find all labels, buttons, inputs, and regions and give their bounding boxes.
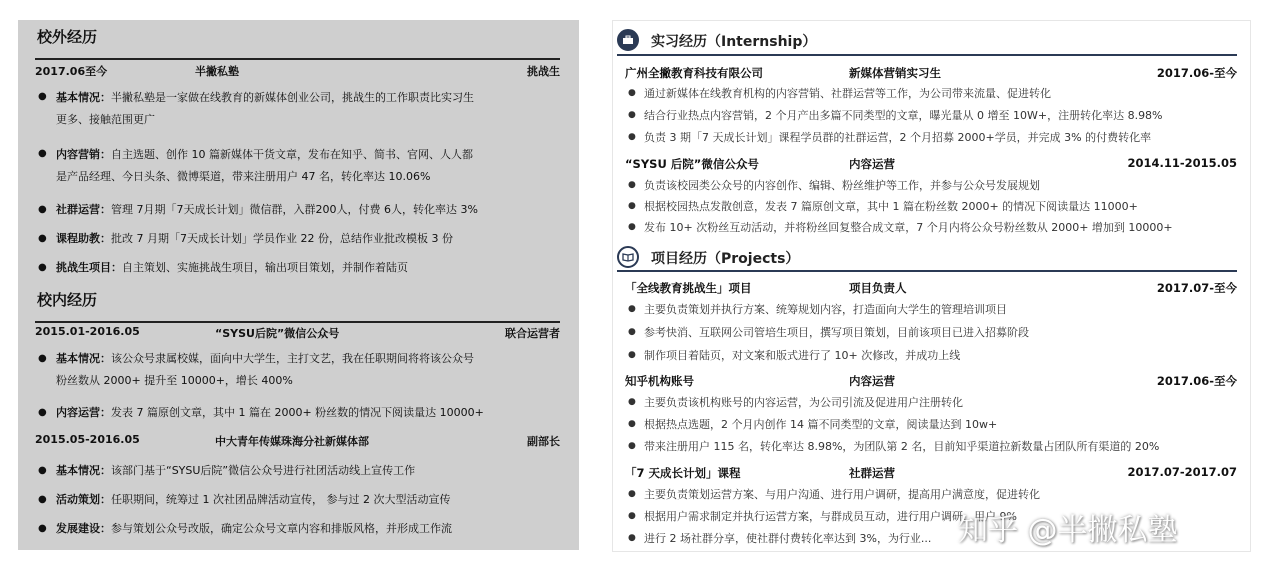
job-header xyxy=(35,325,560,343)
watermark: 知乎 @半撇私塾 xyxy=(958,513,1178,548)
list-item: 负责 3 期「7 天成长计划」课程学员群的社群运营，2 个月招募 2000+学员，并完成 3% 的付费转化率 xyxy=(644,131,1152,144)
bullet: ● xyxy=(628,304,636,314)
section-divider xyxy=(617,54,1237,56)
list-item xyxy=(56,460,548,482)
bullet: ● xyxy=(38,353,47,364)
job-org: “SYSU 后院”微信公众号 xyxy=(625,157,759,171)
item-text: 任职期间，统筹过 1 次社团品牌活动宣传， 参与过 2 次大型活动宣传 xyxy=(111,493,451,506)
item-text: 是产品经理、今日头条、微博渠道，带来注册用户 47 名，转化率达 10.06% xyxy=(56,170,431,183)
internal-experience-title: 校内经历 xyxy=(37,291,98,309)
item-label: 内容运营： xyxy=(56,406,111,419)
bullet: ● xyxy=(628,489,636,499)
list-item: 根据用户需求制定并执行运营方案，与群成员互动，进行用户调研，用户 9% xyxy=(644,510,1017,523)
item-label: 基本情况： xyxy=(56,91,111,104)
projects-title: 项目经历（Projects） xyxy=(651,251,800,267)
list-item: 主要负责策划并执行方案、统筹规划内容，打造面向大学生的管理培训项目 xyxy=(644,303,1007,316)
section-divider xyxy=(617,270,1237,272)
bullet: ● xyxy=(628,511,636,521)
item-text: 发表 7 篇原创文章，其中 1 篇在 2000+ 粉丝数的情况下阅读量达 10000+ xyxy=(111,406,484,419)
bullet: ● xyxy=(628,419,636,429)
list-item xyxy=(56,144,548,188)
bullet: ● xyxy=(628,180,636,190)
external-experience-title: 校外经历 xyxy=(37,28,98,46)
list-item: 参考快消、互联网公司管培生项目，撰写项目策划，目前该项目已进入招募阶段 xyxy=(644,326,1029,339)
bullet: ● xyxy=(628,88,636,98)
list-item xyxy=(56,348,548,392)
job-role: 内容运营 xyxy=(849,157,895,171)
job-header xyxy=(625,156,1237,172)
list-item: 负责该校园类公众号的内容创作、编辑、粉丝维护等工作，并参与公众号发展规划 xyxy=(644,179,1040,192)
bullet: ● xyxy=(38,262,47,273)
job-header xyxy=(35,63,560,81)
item-text: 更多、接触范围更广 xyxy=(56,113,155,126)
list-item xyxy=(56,518,548,540)
job-role: 挑战生 xyxy=(527,65,560,78)
project-name: 「7 天成长计划」课程 xyxy=(625,466,741,480)
project-date: 2017.06-至今 xyxy=(1156,374,1237,388)
list-item: 主要负责策划运营方案、与用户沟通、进行用户调研，提高用户满意度，促进转化 xyxy=(644,488,1040,501)
bullet: ● xyxy=(628,110,636,120)
item-label: 基本情况： xyxy=(56,464,111,477)
job-org: 广州全撇教育科技有限公司 xyxy=(625,66,763,80)
list-item xyxy=(56,402,548,424)
item-label: 课程助教： xyxy=(56,232,111,245)
job-role: 新媒体营销实习生 xyxy=(849,66,941,80)
list-item: 带来注册用户 115 名，转化率达 8.98%，为团队第 2 名，目前知乎渠道拉新数量占团队所有渠道的 20% xyxy=(644,440,1160,453)
job-date: 2014.11-2015.05 xyxy=(1127,156,1237,170)
item-label: 社群运营： xyxy=(56,203,111,216)
list-item: 进行 2 场社群分享，使社群付费转化率达到 3%，为行业... xyxy=(644,532,932,545)
job-header xyxy=(625,65,1237,81)
job-date: 2017.06-至今 xyxy=(1156,66,1237,80)
internship-title: 实习经历（Internship） xyxy=(651,34,817,50)
bullet: ● xyxy=(628,132,636,142)
bullet: ● xyxy=(628,201,636,211)
job-org: “SYSU后院”微信公众号 xyxy=(215,327,340,340)
project-role: 内容运营 xyxy=(849,374,895,388)
bullet: ● xyxy=(38,148,47,159)
job-date: 2015.01-2016.05 xyxy=(35,325,140,338)
bullet: ● xyxy=(628,327,636,337)
item-label: 发展建设： xyxy=(56,522,111,535)
project-date: 2017.07-2017.07 xyxy=(1127,465,1237,479)
item-text: 粉丝数从 2000+ 提升至 10000+，增长 400% xyxy=(56,374,293,387)
right-resume-panel xyxy=(612,20,1251,552)
bullet: ● xyxy=(38,494,47,505)
item-label: 挑战生项目： xyxy=(56,261,122,274)
project-role: 项目负责人 xyxy=(849,281,907,295)
section-divider xyxy=(35,58,560,60)
item-text: 自主策划、实施挑战生项目，输出项目策划，并制作着陆页 xyxy=(122,261,408,274)
bullet: ● xyxy=(628,533,636,543)
list-item: 主要负责该机构账号的内容运营，为公司引流及促进用户注册转化 xyxy=(644,396,963,409)
project-header xyxy=(625,465,1237,481)
project-date: 2017.07-至今 xyxy=(1156,281,1237,295)
list-item: 根据校园热点发散创意，发表 7 篇原创文章，其中 1 篇在粉丝数 2000+ 的情况下阅读量达 11000+ xyxy=(644,200,1138,213)
item-text: 参与策划公众号改版，确定公众号文章内容和排版风格，并形成工作流 xyxy=(111,522,452,535)
job-header xyxy=(35,433,560,451)
project-name: 「全线教育挑战生」项目 xyxy=(625,281,752,295)
item-text: 自主选题、创作 10 篇新媒体干货文章，发布在知乎、简书、官网、人人都 xyxy=(111,148,473,161)
item-text: 批改 7 月期「7天成长计划」学员作业 22 份，总结作业批改模板 3 份 xyxy=(111,232,453,245)
list-item xyxy=(56,87,548,131)
bullet: ● xyxy=(38,523,47,534)
bullet: ● xyxy=(628,397,636,407)
project-role: 社群运营 xyxy=(849,466,895,480)
list-item xyxy=(56,257,548,279)
bullet: ● xyxy=(38,204,47,215)
bullet: ● xyxy=(628,441,636,451)
list-item: 制作项目着陆页，对文案和版式进行了 10+ 次修改，并成功上线 xyxy=(644,349,961,362)
item-label: 活动策划： xyxy=(56,493,111,506)
bullet: ● xyxy=(38,407,47,418)
job-date: 2015.05-2016.05 xyxy=(35,433,140,446)
item-text: 半撇私塾是一家做在线教育的新媒体创业公司，挑战生的工作职责比实习生 xyxy=(111,91,474,104)
job-date: 2017.06至今 xyxy=(35,65,108,78)
list-item: 通过新媒体在线教育机构的内容营销、社群运营等工作，为公司带来流量、促进转化 xyxy=(644,87,1051,100)
item-text: 管理 7月期「7天成长计划」微信群，入群200人，付费 6人，转化率达 3% xyxy=(111,203,478,216)
list-item: 根据热点选题，2 个月内创作 14 篇不同类型的文章，阅读量达到 10w+ xyxy=(644,418,998,431)
bullet: ● xyxy=(628,350,636,360)
list-item xyxy=(56,199,548,221)
bullet: ● xyxy=(628,222,636,232)
left-resume-panel xyxy=(18,20,579,550)
item-label: 基本情况： xyxy=(56,352,111,365)
list-item: 发布 10+ 次粉丝互动活动，并将粉丝回复整合成文章，7 个月内将公众号粉丝数从 2000+ 增加到 10000+ xyxy=(644,221,1173,234)
project-header xyxy=(625,280,1237,296)
book-icon xyxy=(617,246,639,268)
project-header xyxy=(625,373,1237,389)
bullet: ● xyxy=(38,91,47,102)
item-label: 内容营销： xyxy=(56,148,111,161)
item-text: 该部门基于“SYSU后院”微信公众号进行社团活动线上宣传工作 xyxy=(111,464,416,477)
bullet: ● xyxy=(38,465,47,476)
item-text: 该公众号隶属校媒，面向中大学生，主打文艺，我在任职期间将将该公众号 xyxy=(111,352,474,365)
job-org: 半撇私塾 xyxy=(195,65,239,78)
section-divider xyxy=(35,321,560,323)
job-org: 中大青年传媒珠海分社新媒体部 xyxy=(215,435,369,448)
list-item xyxy=(56,489,548,511)
job-role: 联合运营者 xyxy=(505,327,560,340)
project-name: 知乎机构账号 xyxy=(625,374,694,388)
briefcase-icon xyxy=(617,29,639,51)
bullet: ● xyxy=(38,233,47,244)
list-item: 结合行业热点内容营销，2 个月产出多篇不同类型的文章，曝光量从 0 增至 10W+，注册转化率达 8.98% xyxy=(644,109,1163,122)
job-role: 副部长 xyxy=(527,435,560,448)
list-item xyxy=(56,228,548,250)
